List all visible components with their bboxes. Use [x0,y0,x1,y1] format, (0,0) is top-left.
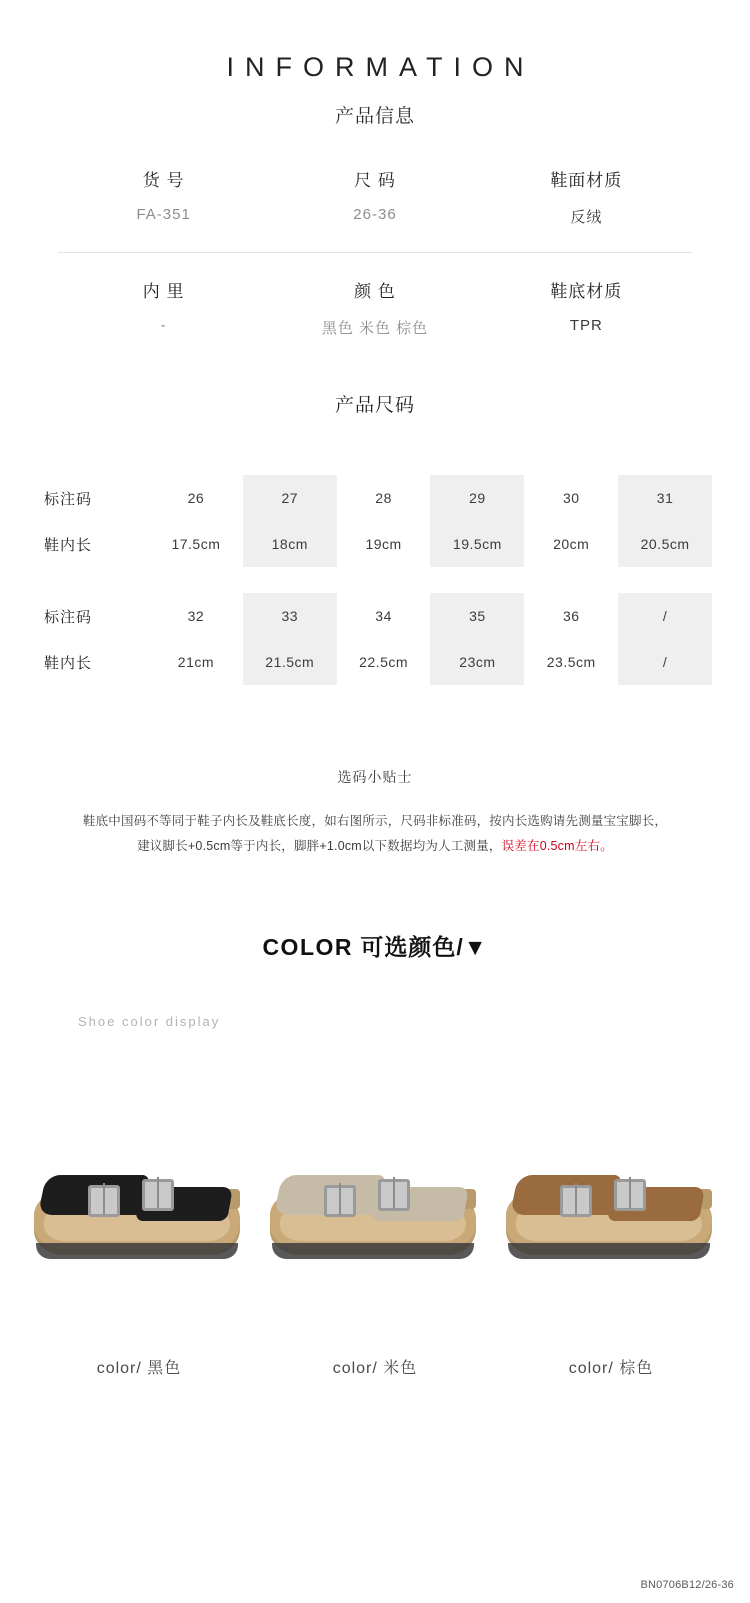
shoe-color-caption: color/ 米色 [332,1360,418,1377]
size-row-lengths-1 [38,521,712,567]
sandal-icon-beige [270,1141,480,1261]
color-section-title [0,929,750,962]
spec-value-lining: - [160,317,167,334]
page-title-en: INFORMATION [226,52,535,82]
size-length-cell: / [618,639,712,685]
size-length-cell: 21.5cm [243,639,337,685]
spec-value-upper-material: 反绒 [570,209,603,226]
sole-base-shape [508,1243,710,1259]
spec-table [58,166,692,338]
sizing-tips-body [70,809,680,859]
size-length-cell: 18cm [243,521,337,567]
size-code-cell: 36 [562,608,580,624]
sandal-icon-black [34,1141,244,1261]
spec-label-upper-material: 鞋面材质 [550,171,623,190]
size-chart-table [38,475,712,685]
size-row-codes-2 [38,593,712,639]
size-code-cell: 26 [187,490,205,506]
size-length-cell: 20.5cm [618,521,712,567]
buckle-icon [560,1185,592,1217]
size-code-cell: 35 [430,593,524,639]
shoe-color-item-beige[interactable] [264,1141,486,1378]
size-row-label-code-2: 标注码 [44,608,93,626]
size-row-label-length-2: 鞋内长 [44,654,93,672]
page-title-cn: 产品信息 [334,106,415,127]
buckle-icon [324,1185,356,1217]
size-length-cell: 19.5cm [430,521,524,567]
size-code-cell: 29 [430,475,524,521]
size-code-cell: 33 [243,593,337,639]
spec-value-color: 黑色 米色 棕色 [321,320,429,337]
sole-base-shape [272,1243,474,1259]
sizing-tips-line-1: 鞋底中国码不等同于鞋子内长及鞋底长度，如右图所示，尺码非标准码，按内长选购请先测量宝宝脚长， [82,814,668,828]
size-row-label-length-1: 鞋内长 [44,536,93,554]
sole-base-shape [36,1243,238,1259]
spec-row-2 [58,277,692,338]
size-row-label-code-1: 标注码 [44,490,93,508]
sandal-icon-brown [506,1141,716,1261]
size-row-codes-1 [38,475,712,521]
spec-cell-color [269,277,480,338]
size-code-cell: 27 [243,475,337,521]
spec-row-1 [58,166,692,227]
buckle-icon [614,1179,646,1211]
buckle-icon [88,1185,120,1217]
size-length-cell: 21cm [177,654,215,670]
size-code-cell: 30 [562,490,580,506]
size-length-cell: 19cm [365,536,402,552]
size-table-spacer [38,567,712,593]
size-row-lengths-2 [38,639,712,685]
size-length-cell: 20cm [553,536,590,552]
shoe-color-item-black[interactable] [28,1141,250,1378]
spec-value-sole-material: TPR [569,317,603,334]
size-code-cell: / [618,593,712,639]
buckle-icon [142,1179,174,1211]
color-section-subtitle: Shoe color display [78,1014,221,1029]
sizing-tips-title: 选码小贴士 [337,769,413,785]
spec-divider [58,252,692,253]
shoe-color-caption: color/ 黑色 [96,1360,182,1377]
spec-cell-size-range [269,166,480,227]
spec-cell-lining [58,277,269,338]
spec-value-item-no: FA-351 [136,206,191,223]
color-section-title-cn: 可选颜色/▼ [360,934,488,960]
size-length-cell: 23cm [430,639,524,685]
spec-label-sole-material: 鞋底材质 [550,282,623,301]
spec-label-size-range: 尺 码 [354,171,396,190]
spec-cell-sole-material [481,277,692,338]
size-code-cell: 31 [618,475,712,521]
size-code-cell: 34 [375,608,392,624]
buckle-icon [378,1179,410,1211]
sizing-tips-line-2 [70,834,680,859]
spec-label-item-no: 货 号 [142,171,185,190]
shoe-color-item-brown[interactable] [500,1141,722,1378]
spec-label-color: 颜 色 [354,282,396,301]
size-length-cell: 23.5cm [546,654,596,670]
size-code-cell: 28 [375,490,392,506]
spec-cell-item-no [58,166,269,227]
footer-product-code: BN0706B12/26-36 [640,1579,734,1591]
sizing-tips-warning: 误差在0.5cm左右。 [501,839,613,853]
size-length-cell: 22.5cm [359,654,409,670]
size-code-cell: 32 [187,608,205,624]
spec-value-size-range: 26-36 [353,206,397,223]
size-section-title: 产品尺码 [334,395,415,416]
shoe-color-caption: color/ 棕色 [568,1360,654,1377]
size-length-cell: 17.5cm [171,536,221,552]
spec-label-lining: 内 里 [142,282,185,301]
spec-cell-upper-material [481,166,692,227]
sizing-tips-line-2-text: 建议脚长+0.5cm等于内长，脚胖+1.0cm以下数据均为人工测量， [137,839,502,853]
color-section-title-en: COLOR [262,934,353,960]
shoe-color-gallery [0,1141,750,1378]
